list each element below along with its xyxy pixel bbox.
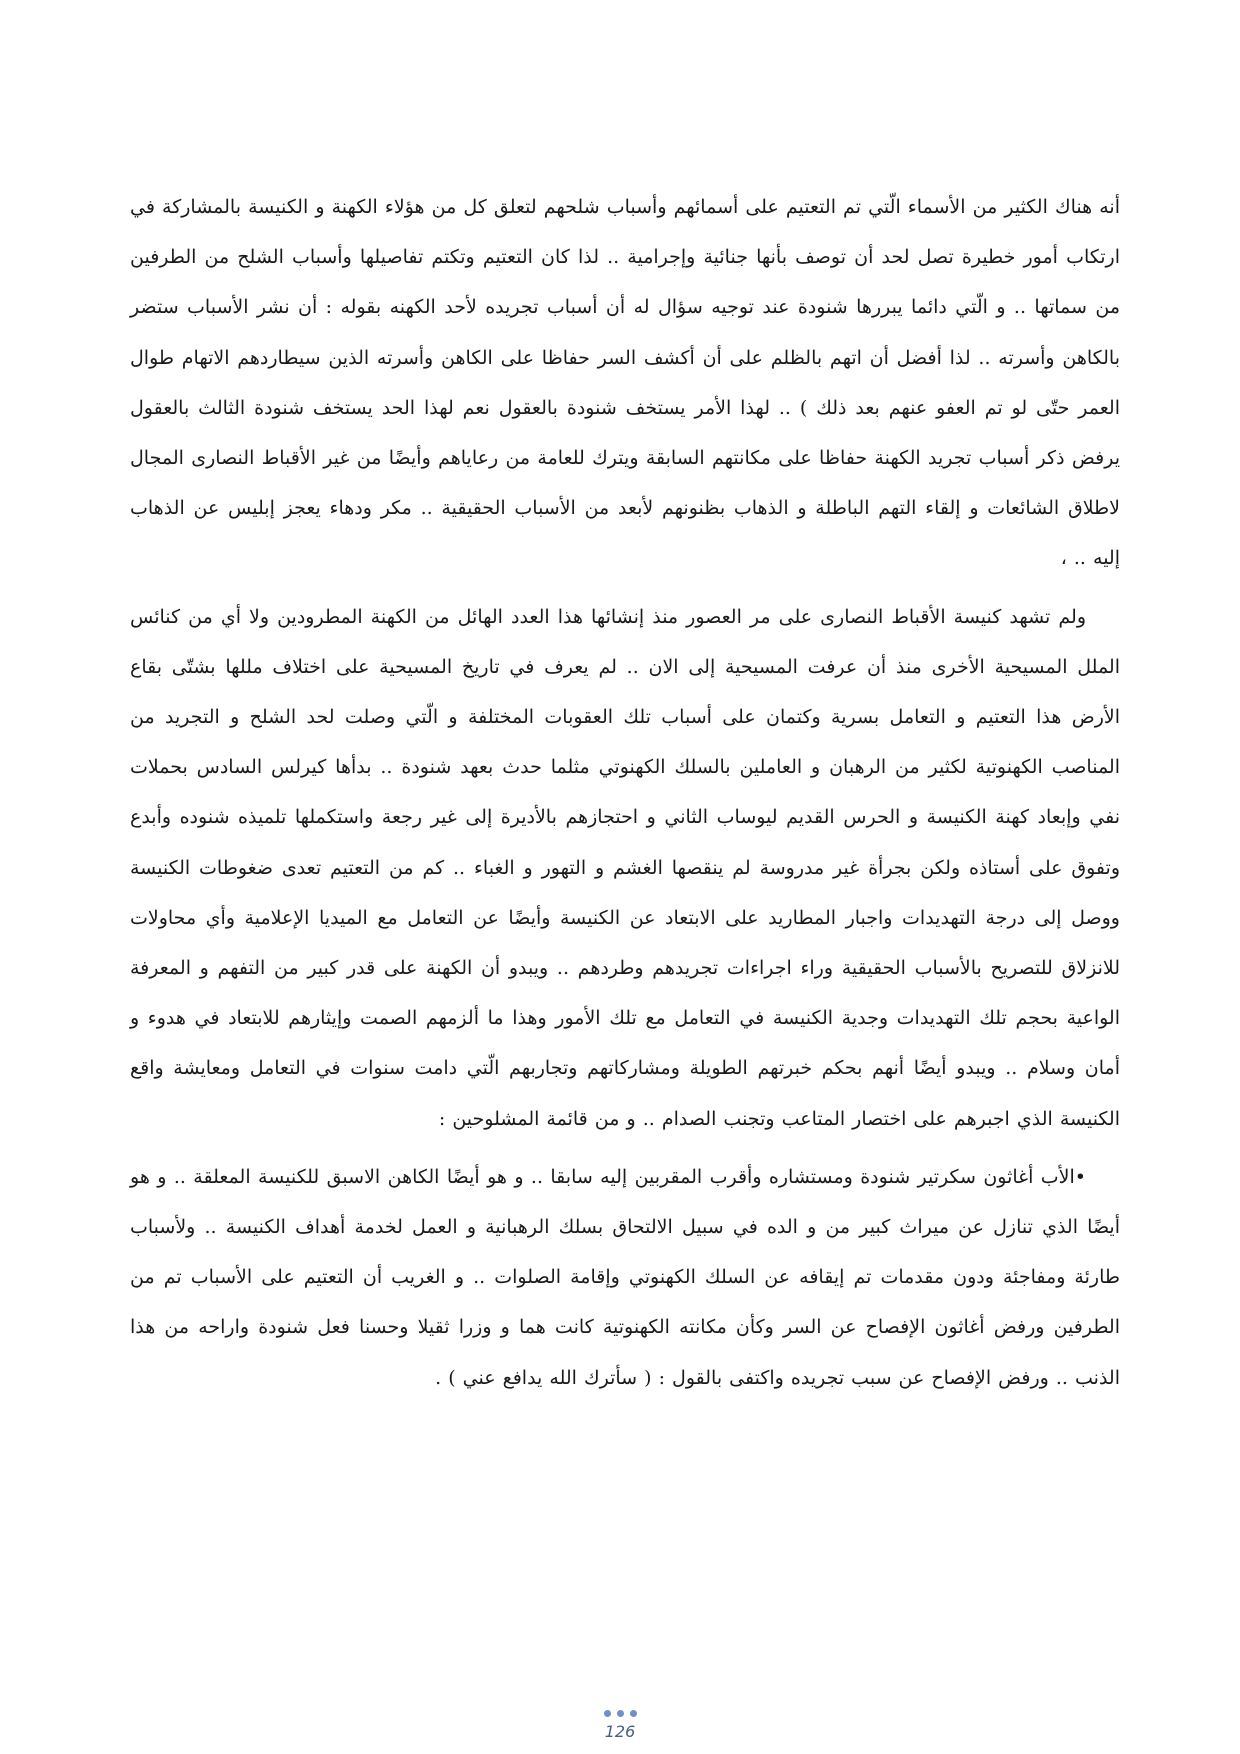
ornament-dot <box>630 1710 637 1717</box>
ornament-dot <box>617 1710 624 1717</box>
paragraph-2: ولم تشهد كنيسة الأقباط النصارى على مر العصور منذ إنشائها هذا العدد الهائل من الكهنة المطرودين ولا أي من كنائس الملل المسيحية الأخرى منذ أن عرفت المسيحية إلى الان .. لم يعرف في تاريخ المسيحية على اختلاف مللها بشتّى بقاع الأرض هذا التعتيم و التعامل بسرية وكتمان على أسباب تلك العقوبات المختلفة و الّتي وصلت لحد الشلح و التجريد من المناصب الكهنوتية لكثير من الرهبان و العاملين بالسلك الكهنوتي مثلما حدث بعهد شنودة .. بدأها كيرلس السادس بحملات نفي وإبعاد كهنة الكنيسة و الحرس القديم ليوساب الثاني و احتجازهم بالأديرة إلى غير رجعة واستكملها تلميذه شنوده وأبدع وتفوق على أستاذه ولكن بجرأة غير مدروسة لم ينقصها الغشم و التهور و الغباء .. كم من التعتيم تعدى ضغوطات الكنيسة ووصل إلى درجة التهديدات واجبار المطاريد على الابتعاد عن الكنيسة وأيضًا عن التعامل مع الميديا الإعلامية وأي محاولات للانزلاق للتصريح بالأسباب الحقيقية وراء اجراءات تجريدهم وطردهم .. ويبدو أن الكهنة على قدر كبير من التفهم و المعرفة الواعية بحجم تلك التهديدات وجدية الكنيسة في التعامل مع تلك الأمور وهذا ما ألزمهم الصمت وإيثارهم للابتعاد في هدوء و أمان وسلام .. ويبدو أيضًا أنهم بحكم خبرتهم الطويلة ومشاركاتهم وتجاربهم الّتي دامت سنوات في التعامل ومعايشة واقع الكنيسة الذي اجبرهم على اختصار المتاعب وتجنب الصدام .. و من قائمة المشلوحين : <box>130 605 1120 1130</box>
paragraph-3: •الأب أغاثون سكرتير شنودة ومستشاره وأقرب المقربين إليه سابقا .. و هو أيضًا الكاهن الاسبق للكنيسة المعلقة .. و هو أيضًا الذي تنازل عن ميراث كبير من و الده في سبيل الالتحاق بسلك الرهبانية و العمل لخدمة أهداف الكنيسة .. ولأسباب طارئة ومفاجئة ودون مقدمات تم إيقافه عن السلك الكهنوتي وإقامة الصلوات .. و الغريب أن التعتيم على الأسباب تم من الطرفين ورفض أغاثون الإفصاح عن السر وكأن مكانته الكهنوتية كانت هما و وزرا ثقيلا وحسنا فعل شنودة واراحه من هذا الذنب .. ورفض الإفصاح عن سبب تجريده واكتفى بالقول : ( سأترك الله يدافع عني ) . <box>130 1165 1120 1389</box>
ornament-dot <box>604 1710 611 1717</box>
paragraph-1: أنه هناك الكثير من الأسماء الّتي تم التعتيم على أسمائهم وأسباب شلحهم لتعلق كل من هؤلاء الكهنة و الكنيسة بالمشاركة في ارتكاب أمور خطيرة تصل لحد أن توصف بأنها جنائية وإجرامية .. لذا كان التعتيم وتكتم تفاصيلها وأسباب الشلح من الطرفين من سماتها .. و الّتي دائما يبررها شنودة عند توجيه سؤال له أن أسباب تجريده لأحد الكهنه بقوله : أن نشر الأسباب ستضر بالكاهن وأسرته .. لذا أفضل أن اتهم بالظلم على أن أكشف السر حفاظا على الكاهن وأسرته الذين سيطاردهم الاتهام طوال العمر حتّى لو تم العفو عنهم بعد ذلك ) .. لهذا الأمر يستخف شنودة بالعقول نعم لهذا الحد يستخف شنودة الثالث بالعقول يرفض ذكر أسباب تجريد الكهنة حفاظا على مكانتهم السابقة ويترك للعامة من رعاياهم وأيضًا من غير الأقباط النصارى المجال لاطلاق الشائعات و إلقاء التهم الباطلة و الذهاب بظنونهم لأبعد من الأسباب الحقيقية .. مكر ودهاء يعجز إبليس عن الذهاب إليه .. ، <box>130 196 1120 570</box>
page-ornament-dots <box>0 1710 1240 1717</box>
document-body <box>130 182 1120 1403</box>
page-number: 126 <box>604 1722 636 1741</box>
